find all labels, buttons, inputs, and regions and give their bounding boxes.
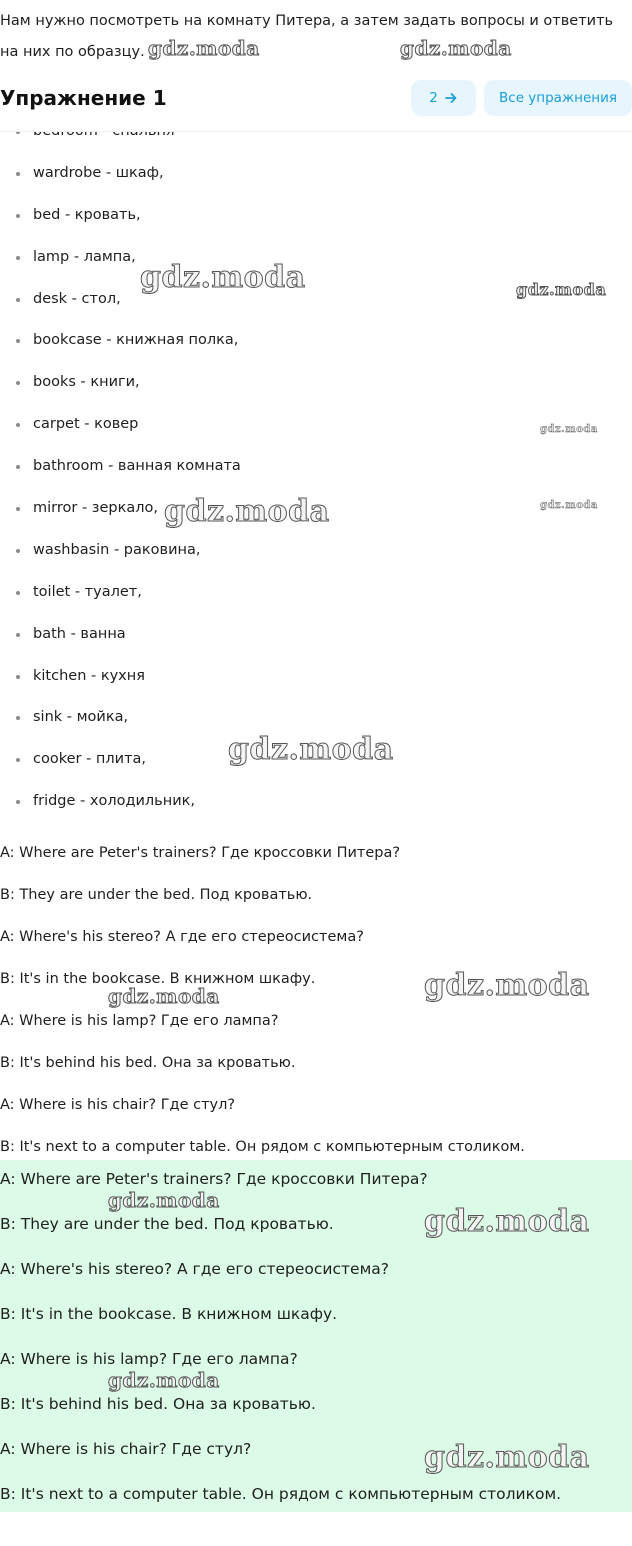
bullet-icon (16, 507, 20, 511)
bullet-icon (16, 298, 20, 302)
vocabulary-item (0, 153, 632, 195)
watermark: gdz.moda (108, 1368, 220, 1392)
exercise-title: Упражнение 1 (0, 86, 167, 110)
vocabulary-item (0, 404, 632, 446)
all-exercises-button[interactable]: Все упражнения (484, 80, 632, 116)
watermark: gdz.moda (400, 36, 512, 60)
vocabulary-text: cooker - плита, (33, 751, 147, 768)
bullet-icon (16, 381, 20, 385)
vocabulary-item (0, 656, 632, 698)
vocabulary-text: carpet - ковер (33, 416, 139, 433)
dialog-line: B: It's next to a computer table. Он рядом с компьютерным столиком. (0, 1139, 525, 1155)
vocabulary-list (0, 111, 632, 823)
bullet-icon (16, 800, 20, 804)
dialog-line: B: It's behind his bed. Она за кроватью. (0, 1055, 296, 1071)
vocabulary-item (0, 530, 632, 572)
vocabulary-item (0, 279, 632, 321)
watermark: gdz.moda (108, 1188, 220, 1212)
watermark: gdz.moda (424, 1204, 590, 1239)
vocabulary-text: toilet - туалет, (33, 583, 142, 600)
answer-line: B: It's in the bookcase. В книжном шкафу. (0, 1305, 338, 1323)
bullet-icon (16, 549, 20, 553)
bullet-icon (16, 716, 20, 720)
answer-line: B: They are under the bed. Под кроватью. (0, 1215, 334, 1233)
vocabulary-item (0, 614, 632, 656)
vocabulary-text: mirror - зеркало, (33, 500, 159, 517)
vocabulary-text: books - книги, (33, 374, 140, 391)
vocabulary-item (0, 237, 632, 279)
example-dialog (0, 832, 632, 1168)
vocabulary-text: fridge - холодильник, (33, 793, 195, 810)
dialog-line: A: Where's his stereo? А где его стереосистема? (0, 929, 364, 945)
arrow-right-icon (444, 91, 458, 105)
bullet-icon (16, 256, 20, 260)
next-exercise-button[interactable] (411, 80, 476, 116)
vocabulary-item (0, 739, 632, 781)
bullet-icon (16, 214, 20, 218)
watermark: gdz.moda (424, 968, 590, 1003)
next-exercise-label: 2 (429, 90, 438, 106)
vocabulary-item (0, 195, 632, 237)
bullet-icon (16, 172, 20, 176)
dialog-line: B: They are under the bed. Под кроватью. (0, 887, 313, 903)
dialog-line: A: Where is his chair? Где стул? (0, 1097, 236, 1113)
vocabulary-text: washbasin - раковина, (33, 541, 201, 558)
bullet-icon (16, 675, 20, 679)
dialog-line: A: Where are Peter's trainers? Где кроссовки Питера? (0, 845, 401, 861)
vocabulary-item (0, 320, 632, 362)
bullet-icon (16, 423, 20, 427)
vocabulary-item (0, 446, 632, 488)
vocabulary-text: bathroom - ванная комната (33, 458, 241, 475)
bullet-icon (16, 758, 20, 762)
watermark: gdz.moda (540, 424, 598, 435)
vocabulary-text: sink - мойка, (33, 709, 129, 726)
vocabulary-item (0, 697, 632, 739)
watermark: gdz.moda (540, 500, 598, 511)
bullet-icon (16, 465, 20, 469)
answer-line: B: It's next to a computer table. Он рядом с компьютерным столиком. (0, 1485, 562, 1503)
dialog-line: B: It's in the bookcase. В книжном шкафу. (0, 971, 316, 987)
answer-line: A: Where's his stereo? А где его стереосистема? (0, 1260, 390, 1278)
watermark: gdz.moda (424, 1440, 590, 1475)
answer-line: B: It's behind his bed. Она за кроватью. (0, 1395, 316, 1413)
vocabulary-item (0, 488, 632, 530)
vocabulary-text: lamp - лампа, (33, 248, 136, 265)
bullet-icon (16, 633, 20, 637)
vocabulary-text: wardrobe - шкаф, (33, 164, 164, 181)
vocabulary-text: kitchen - кухня (33, 667, 145, 684)
vocabulary-text: desk - стол, (33, 290, 121, 307)
watermark: gdz.moda (108, 984, 220, 1008)
answer-line: A: Where is his chair? Где стул? (0, 1440, 252, 1458)
bullet-icon (16, 339, 20, 343)
intro-text: Нам нужно посмотреть на комнату Питера, а затем задать вопросы и ответить на них по образцу. (0, 13, 614, 60)
watermark: gdz.moda (164, 494, 330, 529)
vocabulary-text: bath - ванна (33, 625, 126, 642)
vocabulary-item (0, 781, 632, 823)
vocabulary-item (0, 362, 632, 404)
vocabulary-item (0, 572, 632, 614)
vocabulary-text: bed - кровать, (33, 206, 141, 223)
answer-line: A: Where are Peter's trainers? Где кроссовки Питера? (0, 1170, 428, 1188)
watermark: gdz.moda (516, 280, 607, 299)
bullet-icon (16, 591, 20, 595)
watermark: gdz.moda (228, 732, 394, 767)
vocabulary-text: bookcase - книжная полка, (33, 332, 239, 349)
answer-line: A: Where is his lamp? Где его лампа? (0, 1350, 298, 1368)
watermark: gdz.moda (140, 260, 306, 295)
exercise-header (0, 66, 632, 132)
dialog-line: A: Where is his lamp? Где его лампа? (0, 1013, 279, 1029)
watermark: gdz.moda (148, 36, 260, 60)
answer-block (0, 1160, 632, 1512)
